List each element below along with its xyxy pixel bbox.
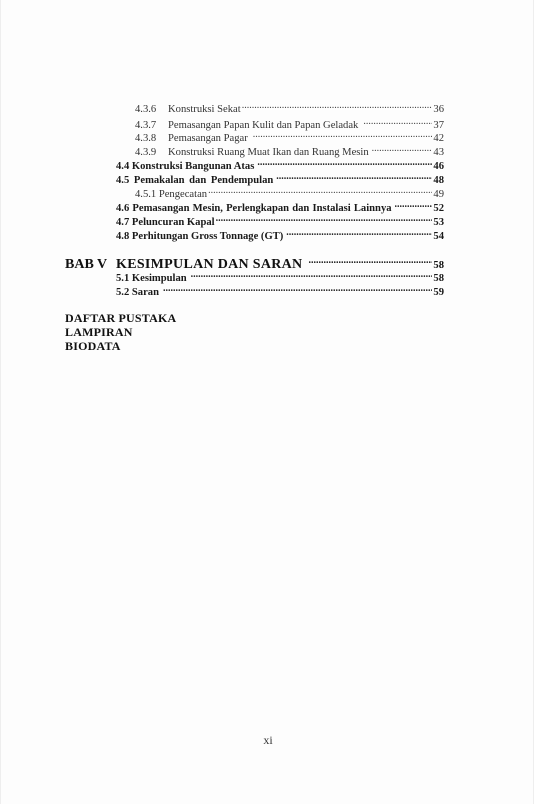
toc-entry-page: 36 [433, 103, 444, 115]
toc-leader-dots [191, 270, 433, 281]
toc-leader-dots [242, 101, 433, 112]
toc-daftar-pustaka: DAFTAR PUSTAKA [65, 311, 177, 325]
toc-lampiran: LAMPIRAN [65, 325, 133, 339]
toc-chapter-title: KESIMPULAN DAN SARAN [116, 257, 303, 272]
toc-entry-number: 4.3.9 [135, 146, 157, 158]
toc-section-4-7 [116, 214, 444, 228]
page-number: xi [263, 733, 273, 747]
toc-entry-page: 42 [433, 132, 444, 144]
toc-section-title: 4.7 Peluncuran Kapal [116, 216, 215, 228]
toc-section-title: 4.6 Pemasangan Mesin, Perlengkapan dan Instalasi Lainnya [116, 202, 392, 214]
toc-section-4-8 [116, 228, 444, 242]
toc-entry-title: Konstruksi Sekat [168, 103, 241, 115]
toc-leader-dots [395, 200, 433, 211]
toc-entry-title: Pemasangan Pagar [168, 132, 248, 144]
toc-section-page: 46 [433, 160, 444, 172]
toc-entry-title: 4.5.1 Pengecatan [135, 188, 208, 200]
toc-leader-dots [286, 228, 432, 239]
toc-leader-dots [372, 144, 433, 155]
toc-section-5-1 [116, 270, 444, 284]
toc-leader-dots [208, 186, 432, 197]
toc-section-page: 53 [433, 216, 444, 228]
toc-section-title: 4.8 Perhitungan Gross Tonnage (GT) [116, 230, 284, 242]
toc-entry-4-3-8 [135, 130, 444, 144]
toc-section-title: 5.2 Saran [116, 286, 159, 298]
toc-entry-number: 4.3.7 [135, 119, 157, 131]
toc-entry-title: Konstruksi Ruang Muat Ikan dan Ruang Mesin [168, 146, 369, 158]
toc-biodata: BIODATA [65, 339, 121, 353]
toc-section-page: 54 [433, 230, 444, 242]
toc-section-title: 4.5 Pemakalan dan Pendempulan [116, 174, 274, 186]
toc-entry-4-5-1 [135, 186, 444, 200]
toc-leader-dots [253, 130, 433, 141]
toc-section-4-5 [116, 172, 444, 186]
toc-leader-dots [163, 284, 432, 295]
toc-chapter-number: BAB V [65, 257, 108, 272]
toc-leader-dots [276, 172, 432, 183]
toc-leader-dots [363, 117, 432, 128]
toc-entry-4-3-7 [135, 117, 444, 131]
toc-section-page: 48 [433, 174, 444, 186]
toc-entry-page: 49 [433, 188, 444, 200]
toc-leader-dots [216, 214, 433, 225]
toc-entry-number: 4.3.8 [135, 132, 157, 144]
toc-section-4-4 [116, 158, 444, 172]
toc-section-page: 59 [433, 286, 444, 298]
toc-section-title: 4.4 Konstruksi Bangunan Atas [116, 160, 255, 172]
toc-entry-number: 4.3.6 [135, 103, 157, 115]
toc-entry-4-3-9 [135, 144, 444, 158]
toc-section-page: 58 [433, 272, 444, 284]
toc-entry-title: Pemasangan Papan Kulit dan Papan Geladak [168, 119, 359, 131]
toc-section-5-2 [116, 284, 444, 298]
toc-section-4-6 [116, 200, 444, 214]
toc-chapter-page: 58 [433, 260, 444, 271]
toc-section-page: 52 [433, 202, 444, 214]
toc-leader-dots [257, 158, 432, 169]
toc-entry-4-3-6 [135, 101, 444, 115]
toc-entry-page: 37 [433, 119, 444, 131]
toc-section-title: 5.1 Kesimpulan [116, 272, 187, 284]
toc-leader-dots [308, 254, 432, 268]
toc-entry-page: 43 [433, 146, 444, 158]
